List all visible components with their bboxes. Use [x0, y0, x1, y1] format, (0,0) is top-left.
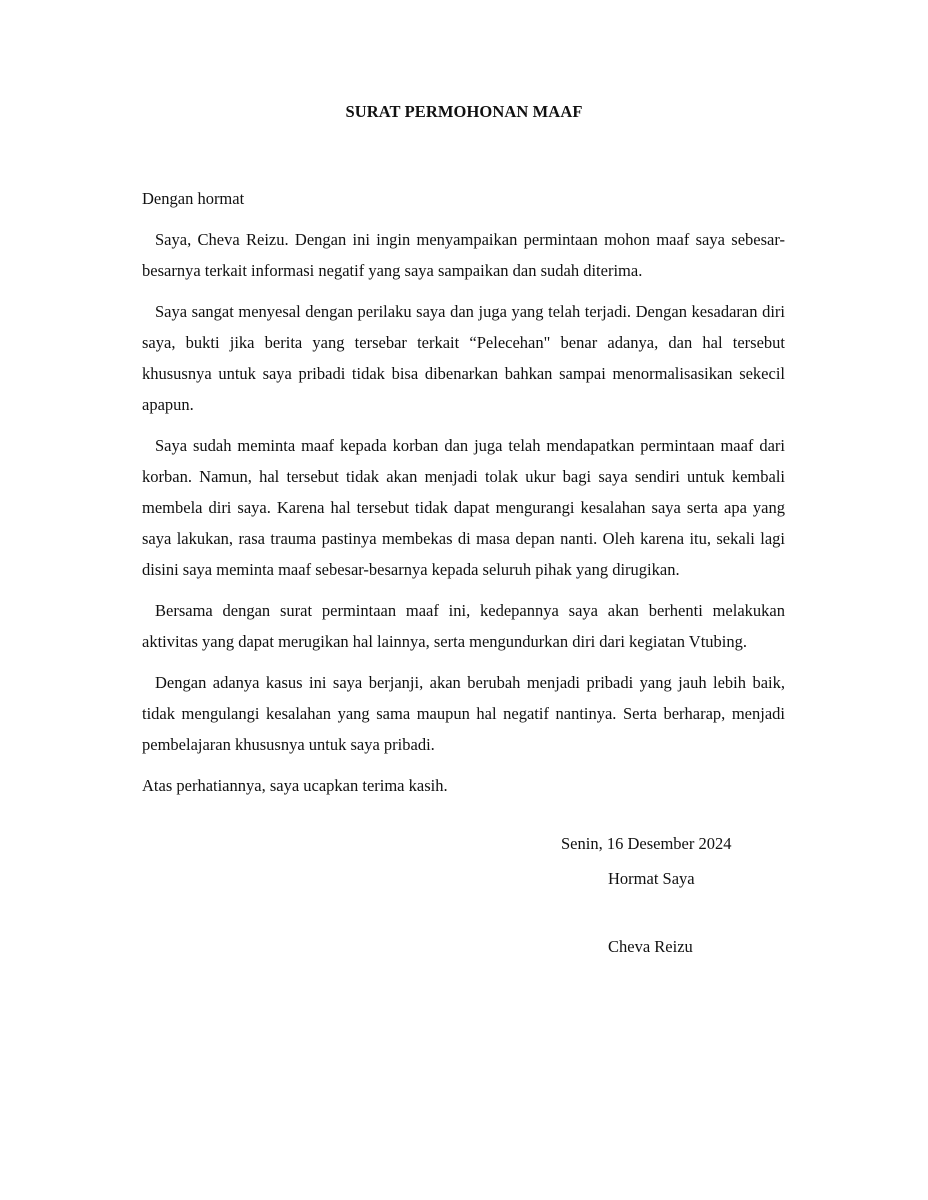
- salutation: Dengan hormat: [142, 189, 245, 208]
- signature-closing: Hormat Saya: [608, 869, 695, 888]
- closing-line: Atas perhatiannya, saya ucapkan terima kasih.: [142, 776, 448, 795]
- paragraph-5: Dengan adanya kasus ini saya berjanji, akan berubah menjadi pribadi yang jauh lebih baik, tidak mengulangi kesalahan yang sama maupun hal negatif nantinya. Serta berharap, menjadi pembelajaran khususnya untuk saya pribadi.: [142, 673, 785, 754]
- paragraph-3: Saya sudah meminta maaf kepada korban dan juga telah mendapatkan permintaan maaf dari korban. Namun, hal tersebut tidak akan menjadi tolak ukur bagi saya sendiri untuk kembali membela diri saya. Karena hal tersebut tidak dapat mengurangi kesalahan saya serta apa yang saya lakukan, rasa trauma pastinya membekas di masa depan nanti. Oleh karena itu, sekali lagi disini saya meminta maaf sebesar-besarnya kepada seluruh pihak yang dirugikan.: [142, 436, 785, 579]
- letter-title: SURAT PERMOHONAN MAAF: [345, 102, 583, 121]
- letter-body: [142, 183, 785, 811]
- paragraph-2: Saya sangat menyesal dengan perilaku saya dan juga yang telah terjadi. Dengan kesadaran diri saya, bukti jika berita yang tersebar terkait “Pelecehan" benar adanya, dan hal tersebut khususnya untuk saya pribadi tidak bisa dibenarkan bahkan sampai menormalisasikan sekecil apapun.: [142, 302, 785, 414]
- signature-date: Senin, 16 Desember 2024: [561, 834, 732, 853]
- paragraph-1: Saya, Cheva Reizu. Dengan ini ingin menyampaikan permintaan mohon maaf saya sebesar-besarnya terkait informasi negatif yang saya sampaikan dan sudah diterima.: [142, 230, 785, 280]
- paragraph-4: Bersama dengan surat permintaan maaf ini, kedepannya saya akan berhenti melakukan aktivitas yang dapat merugikan hal lainnya, serta mengundurkan diri dari kegiatan Vtubing.: [142, 601, 785, 651]
- signature-name: Cheva Reizu: [608, 937, 693, 956]
